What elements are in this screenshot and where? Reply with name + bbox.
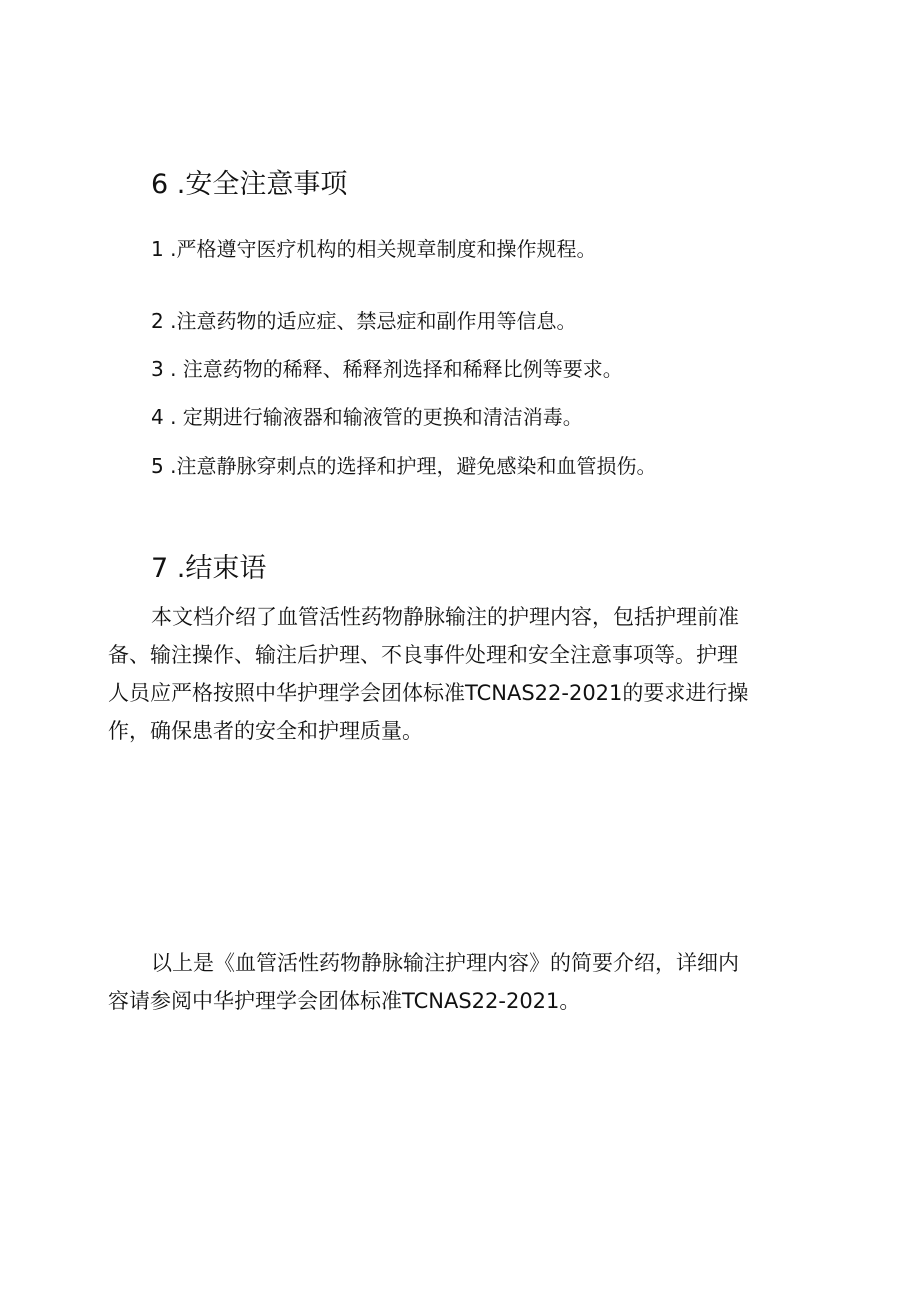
paragraph-line: 本文档介绍了血管活性药物静脉输注的护理内容，包括护理前准 bbox=[151, 605, 739, 629]
paragraph-line: 以上是《血管活性药物静脉输注护理内容》的简要介绍，详细内 bbox=[151, 951, 739, 975]
section-6-item-2: 2 .注意药物的适应症、禁忌症和副作用等信息。 bbox=[151, 309, 577, 333]
paragraph-line: 人员应严格按照中华护理学会团体标准TCNAS22-2021的要求进行操 bbox=[108, 681, 749, 705]
section-7-heading: 7 .结束语 bbox=[151, 553, 267, 584]
section-6-item-5: 5 .注意静脉穿刺点的选择和护理，避免感染和血管损伤。 bbox=[151, 454, 657, 478]
section-7-paragraph bbox=[108, 598, 748, 750]
section-6-item-4: 4 . 定期进行输液器和输液管的更换和清洁消毒。 bbox=[151, 405, 583, 429]
paragraph-line: 作，确保患者的安全和护理质量。 bbox=[108, 719, 423, 743]
closing-paragraph bbox=[108, 944, 739, 1020]
section-6-heading: 6 .安全注意事项 bbox=[151, 169, 348, 200]
paragraph-line: 备、输注操作、输注后护理、不良事件处理和安全注意事项等。护理 bbox=[108, 643, 738, 667]
section-6-item-1: 1 .严格遵守医疗机构的相关规章制度和操作规程。 bbox=[151, 237, 597, 261]
section-6-item-3: 3 . 注意药物的稀释、稀释剂选择和稀释比例等要求。 bbox=[151, 357, 623, 381]
paragraph-line: 容请参阅中华护理学会团体标准TCNAS22-2021。 bbox=[108, 989, 581, 1013]
